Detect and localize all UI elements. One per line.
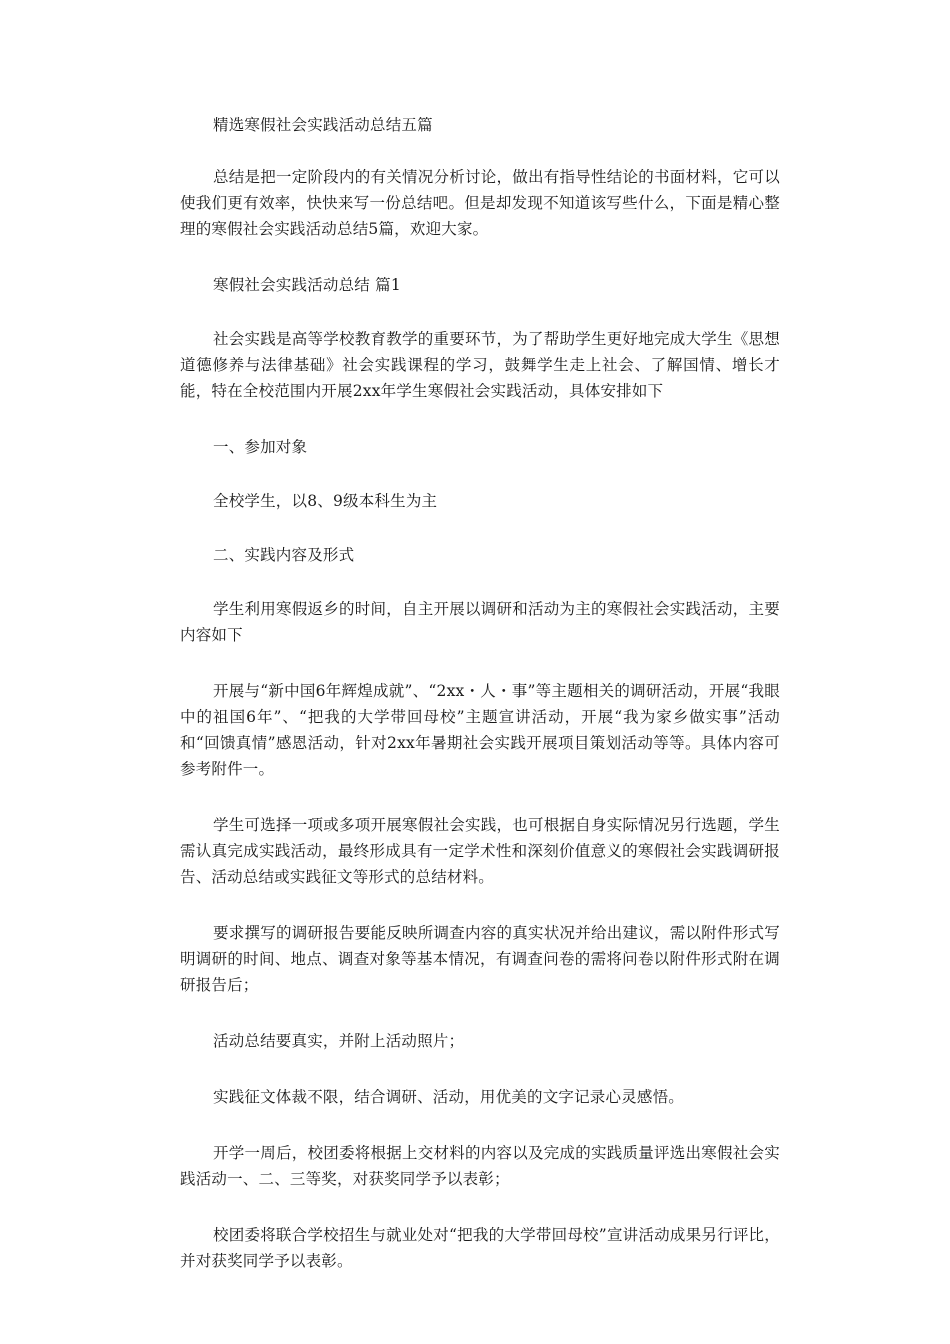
body-paragraph: 学生可选择一项或多项开展寒假社会实践，也可根据自身实际情况另行选题，学生需认真完成实践活动，最终形成具有一定学术性和深刻价值意义的寒假社会实践调研报告、活动总结或实践征文等形式的总结材料。 [180,816,780,886]
body-paragraph: 学生利用寒假返乡的时间，自主开展以调研和活动为主的寒假社会实践活动，主要内容如下 [180,600,780,644]
section-title: 寒假社会实践活动总结 篇1 [213,276,401,294]
document-title: 精选寒假社会实践活动总结五篇 [213,116,433,134]
body-paragraph: 实践征文体裁不限，结合调研、活动，用优美的文字记录心灵感悟。 [213,1088,685,1106]
body-paragraph: 开展与“新中国6年辉煌成就”、“2xx・人・事”等主题相关的调研活动，开展“我眼中的祖国6年”、“把我的大学带回母校”主题宣讲活动，开展“我为家乡做实事”活动和“回馈真情”感恩活动，针对2xx年暑期社会实践开展项目策划活动等等。具体内容可参考附件一。 [180,682,780,778]
heading-participants: 一、参加对象 [213,438,308,456]
body-paragraph: 活动总结要真实，并附上活动照片； [213,1032,465,1050]
document-page [180,112,780,1304]
body-paragraph: 要求撰写的调研报告要能反映所调查内容的真实状况并给出建议，需以附件形式写明调研的时间、地点、调查对象等基本情况，有调查问卷的需将问卷以附件形式附在调研报告后； [180,924,780,994]
body-paragraph: 社会实践是高等学校教育教学的重要环节，为了帮助学生更好地完成大学生《思想道德修养与法律基础》社会实践课程的学习，鼓舞学生走上社会、了解国情、增长才能，特在全校范围内开展2xx年学生寒假社会实践活动，具体安排如下 [180,330,780,400]
heading-content-form: 二、实践内容及形式 [213,546,355,564]
body-paragraph: 校团委将联合学校招生与就业处对“把我的大学带回母校”宣讲活动成果另行评比，并对获奖同学予以表彰。 [180,1226,780,1270]
intro-paragraph: 总结是把一定阶段内的有关情况分析讨论，做出有指导性结论的书面材料，它可以使我们更有效率，快快来写一份总结吧。但是却发现不知道该写些什么，下面是精心整理的寒假社会实践活动总结5篇，欢迎大家。 [180,168,780,238]
body-paragraph: 全校学生，以8、9级本科生为主 [213,492,438,510]
body-paragraph: 开学一周后，校团委将根据上交材料的内容以及完成的实践质量评选出寒假社会实践活动一、二、三等奖，对获奖同学予以表彰； [180,1144,780,1188]
